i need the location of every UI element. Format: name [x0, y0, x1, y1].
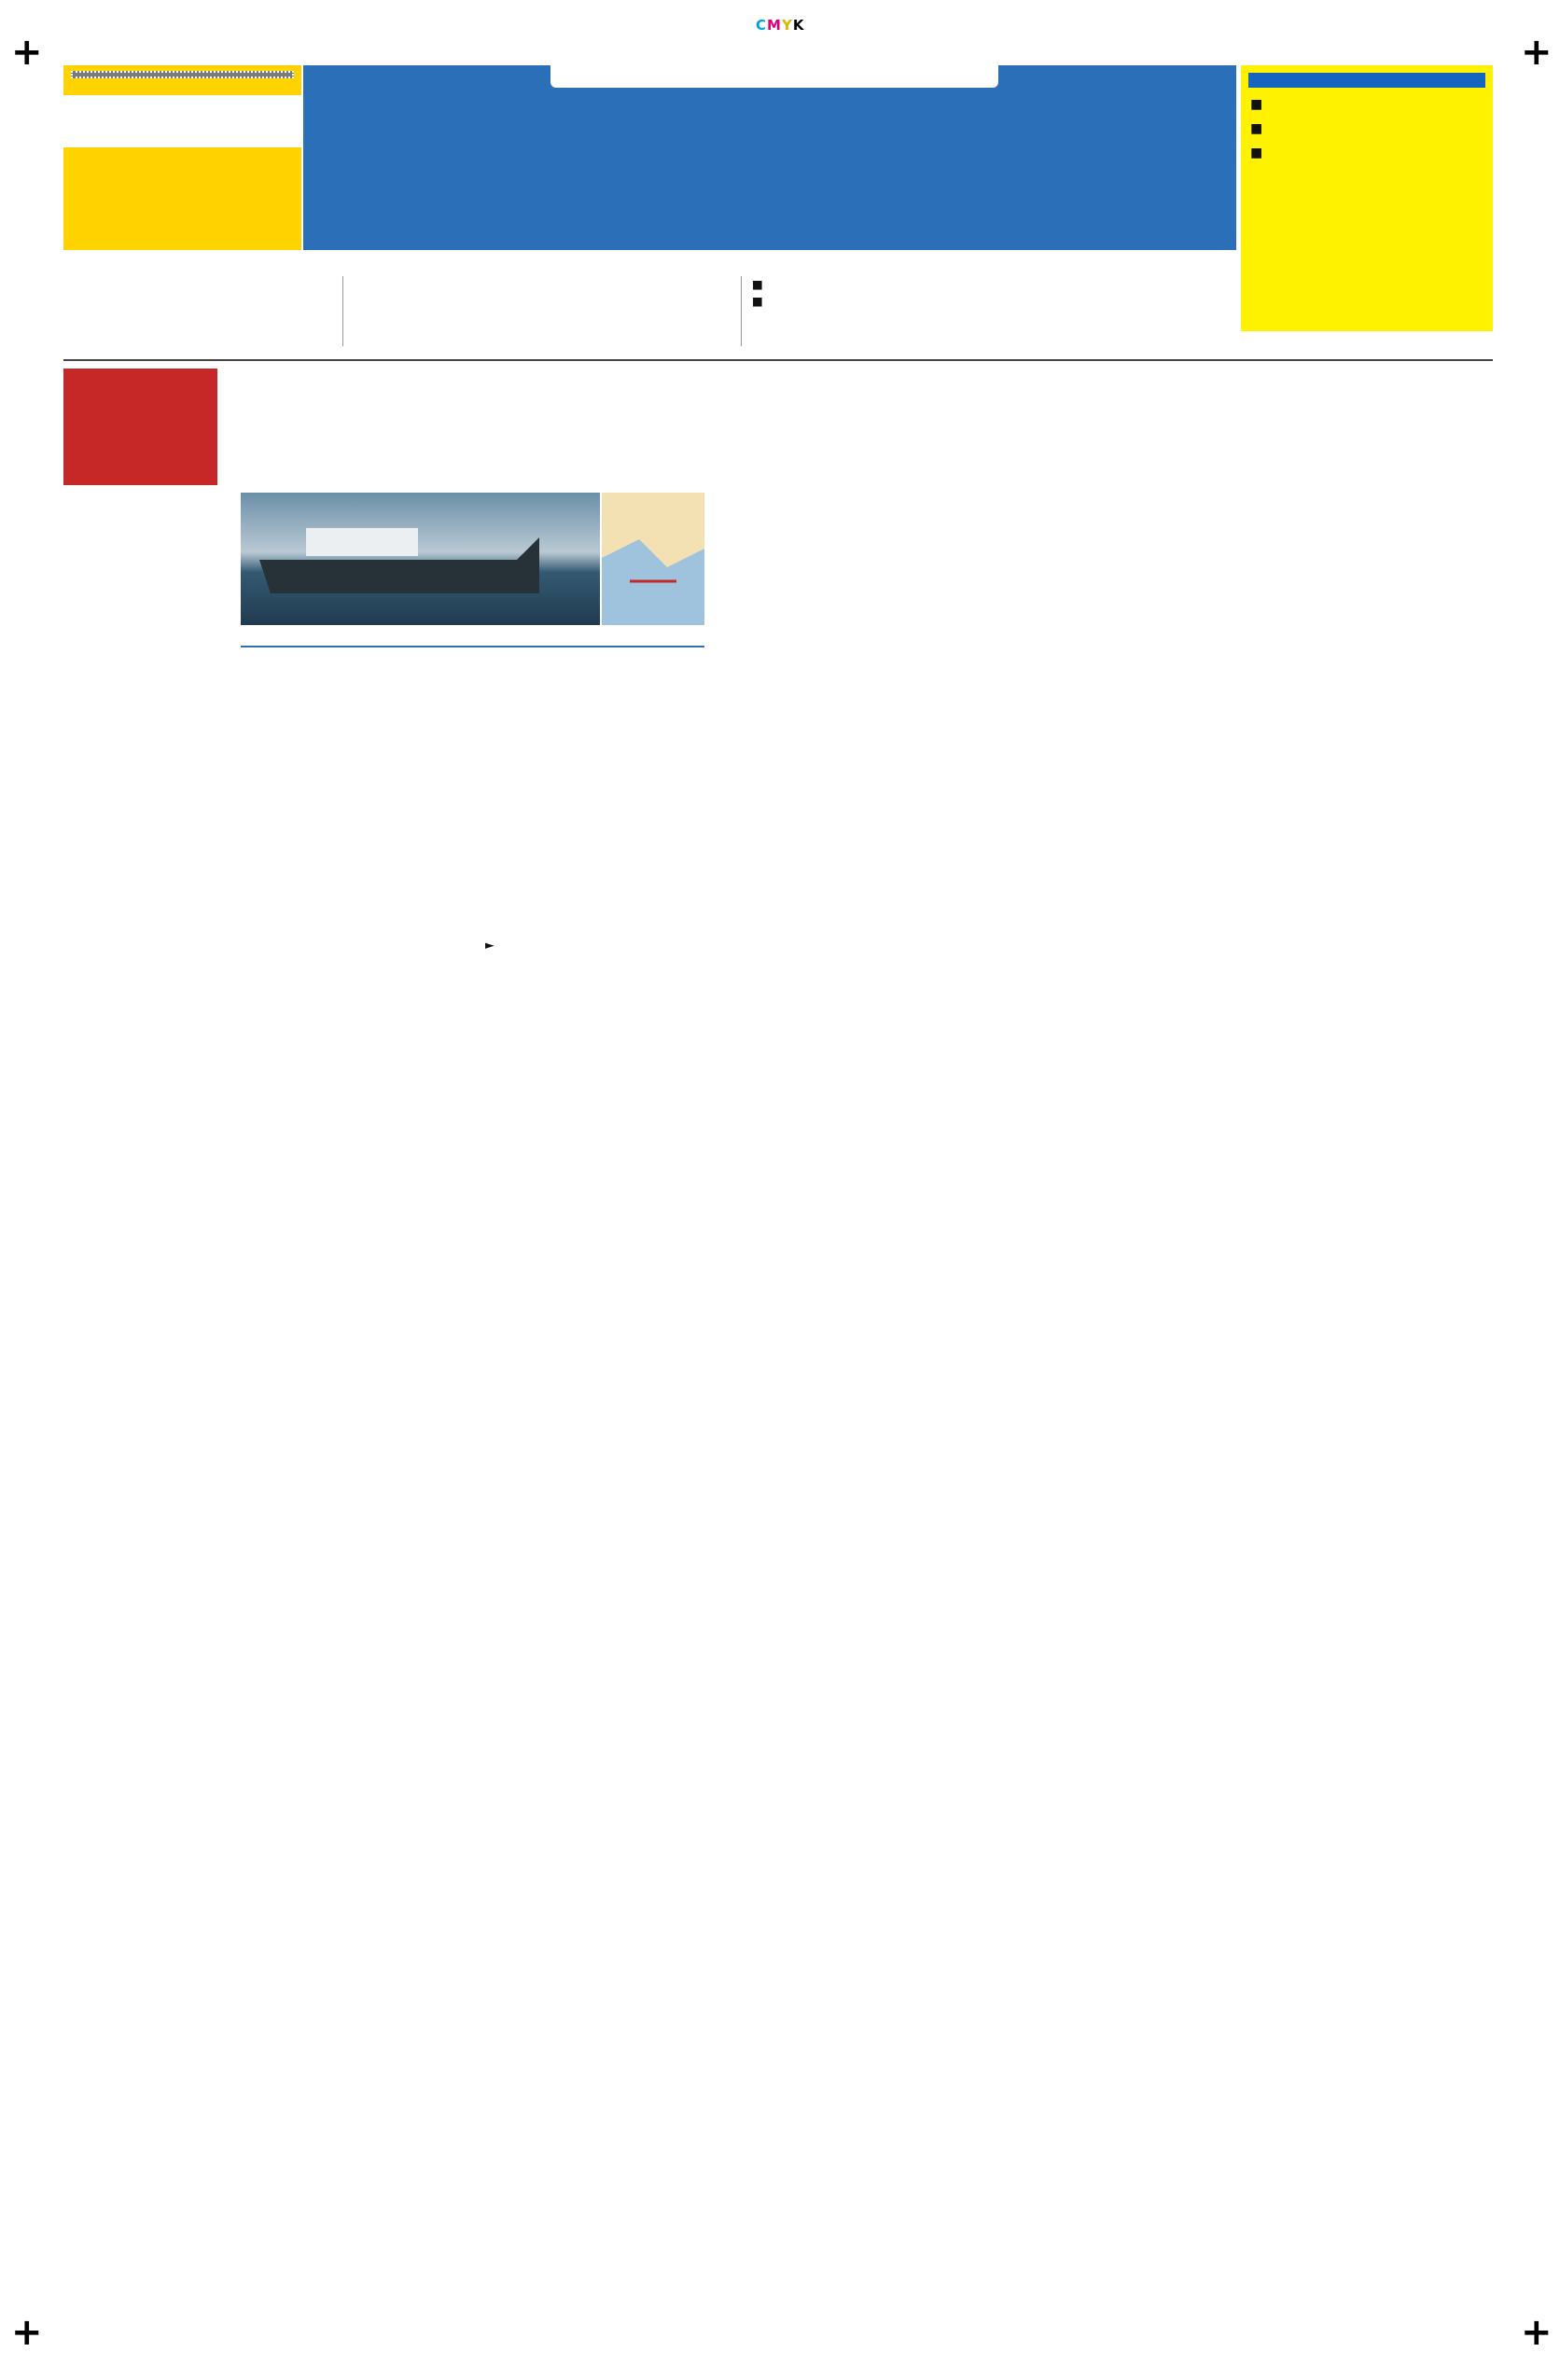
logo-panel: [303, 65, 1236, 250]
crop-mark-icon: +: [1521, 2311, 1553, 2354]
photo-caption: [241, 625, 704, 647]
lead-kicker: [63, 369, 217, 485]
crop-mark-icon: +: [11, 31, 43, 74]
continue-link[interactable]: ►: [485, 938, 494, 952]
teaser-box[interactable]: [345, 276, 742, 346]
edition-info-box: [63, 65, 301, 250]
crop-mark-icon: +: [11, 2311, 43, 2354]
list-item[interactable]: ■: [1250, 146, 1263, 160]
hormuz-map-icon: [602, 493, 704, 625]
crop-mark-icon: +: [1521, 31, 1553, 74]
tagline: [550, 56, 998, 88]
day-label: [71, 71, 294, 78]
list-item[interactable]: ■: [1250, 121, 1263, 136]
map-graphic: [602, 493, 704, 625]
teaser-box[interactable]: ■ ■: [752, 277, 763, 308]
desh-videsh-title: [1248, 73, 1485, 88]
color-registration: CMYK: [756, 17, 805, 34]
lead-body-col1: [63, 493, 231, 908]
teaser-box[interactable]: [63, 276, 343, 346]
caption-body: [241, 650, 704, 856]
lead-body-col3: [357, 858, 479, 966]
ship-photo: [241, 493, 600, 625]
lead-body-col4: [483, 858, 591, 966]
desh-videsh-box: [1241, 65, 1493, 331]
lead-body-col2: [241, 858, 353, 966]
list-item[interactable]: ■: [1250, 97, 1263, 112]
